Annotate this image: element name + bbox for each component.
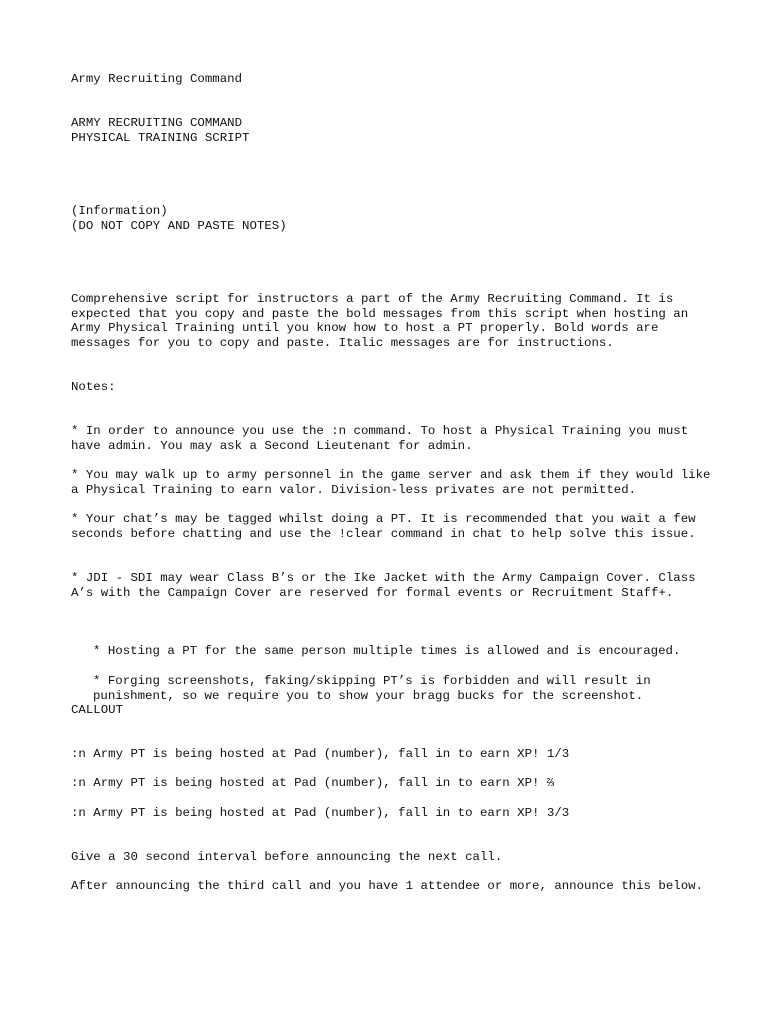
after-call-instruction: After announcing the third call and you have 1 attendee or more, announce this below. <box>71 879 704 893</box>
header-text: Army Recruiting Command <box>71 72 243 86</box>
info-line-2: (DO NOT COPY AND PASTE NOTES) <box>71 218 287 233</box>
intro-paragraph: Comprehensive script for instructors a part of the Army Recruiting Command. It is expected that you copy and paste the bold messages from this script when hosting an Army Physical Training until you know how to host a PT properly. Bold words are messages for you to copy and paste. Italic messages are for instructions. <box>71 292 689 350</box>
info-line-1: (Information) <box>71 204 168 218</box>
title-line-1: ARMY RECRUITING COMMAND <box>71 116 243 130</box>
title-line-2: PHYSICAL TRAINING SCRIPT <box>71 130 250 145</box>
interval-instruction: Give a 30 second interval before announcing the next call. <box>71 850 503 864</box>
notes-heading: Notes: <box>71 380 116 394</box>
document-title <box>71 116 711 145</box>
callout-message: :n Army PT is being hosted at Pad (number), fall in to earn XP! 3/3 <box>71 806 570 820</box>
callout-message: :n Army PT is being hosted at Pad (number), fall in to earn XP! 1/3 <box>71 747 570 761</box>
callout-label: CALLOUT <box>71 703 124 718</box>
information-label <box>71 204 711 233</box>
note-item: * In order to announce you use the :n command. To host a Physical Training you must have admin. You may ask a Second Lieutenant for admin. <box>71 424 689 453</box>
note-item: * JDI - SDI may wear Class B’s or the Ike Jacket with the Army Campaign Cover. Class A’s with the Campaign Cover are reserved for formal events or Recruitment Staff+. <box>71 571 696 600</box>
note-item: * Your chat’s may be tagged whilst doing a PT. It is recommended that you wait a few seconds before chatting and use the !clear command in chat to help solve this issue. <box>71 512 696 541</box>
indented-note-item: * Forging screenshots, faking/skipping PT’s is forbidden and will result in punishment, so we require you to show your bragg bucks for the screenshot. <box>93 674 651 703</box>
forging-note-block <box>71 674 711 718</box>
note-item: * You may walk up to army personnel in the game server and ask them if they would like a Physical Training to earn valor. Division-less privates are not permitted. <box>71 468 711 497</box>
indented-note-item: * Hosting a PT for the same person multiple times is allowed and is encouraged. <box>93 644 681 658</box>
callout-message: :n Army PT is being hosted at Pad (number), fall in to earn XP! ⅔ <box>71 776 555 790</box>
